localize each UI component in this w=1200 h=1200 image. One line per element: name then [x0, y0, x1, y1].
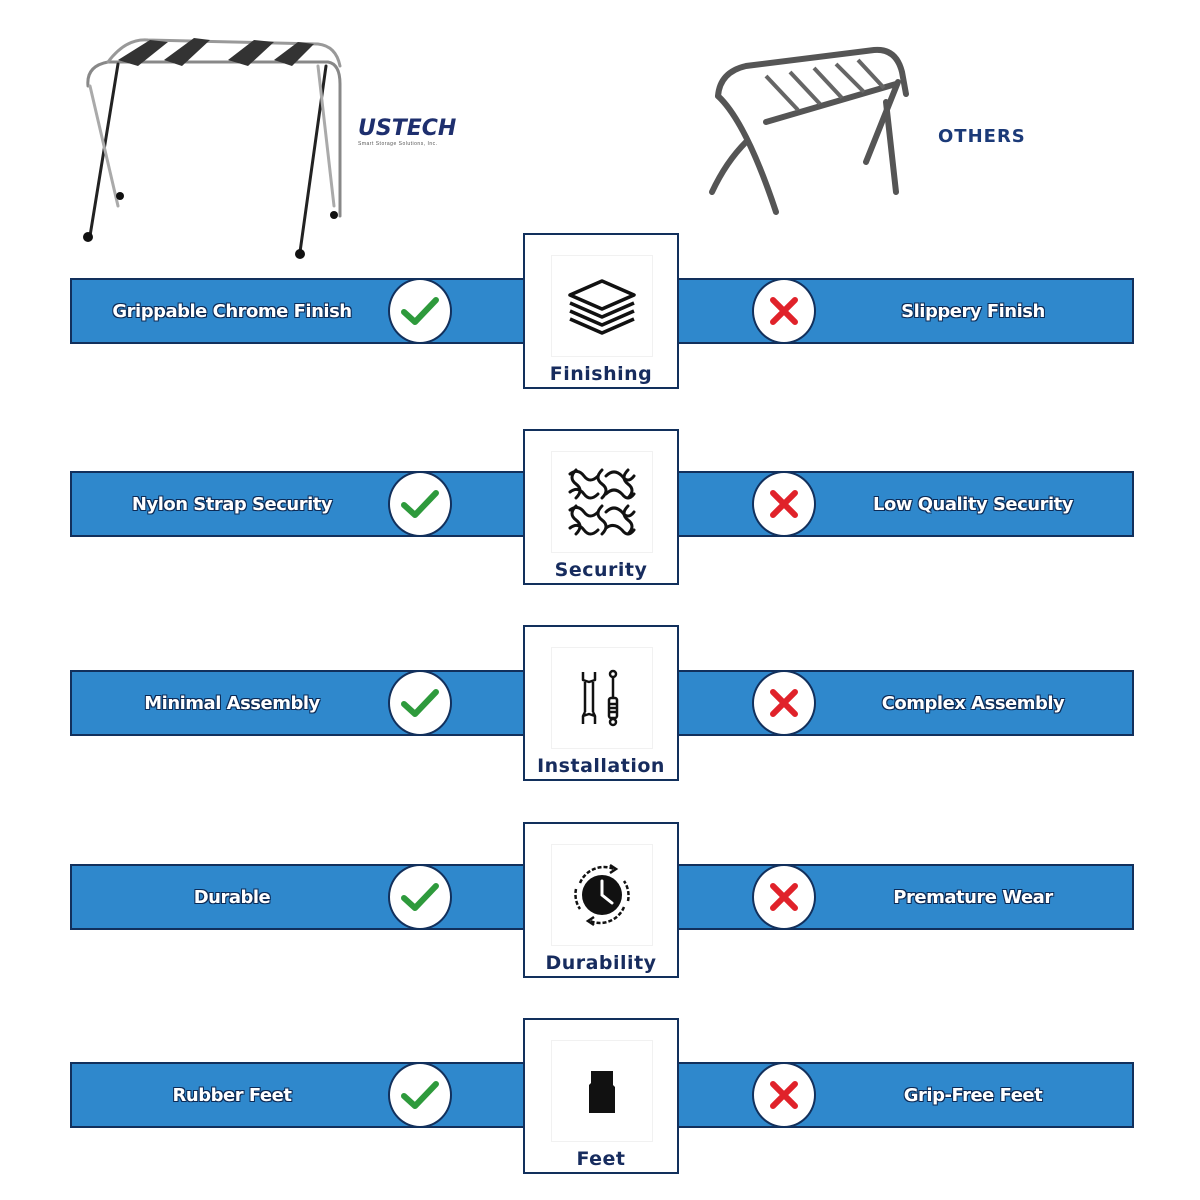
- check-badge: [388, 864, 452, 930]
- ustech-logo: [358, 118, 488, 147]
- ustech-feature-bar: [70, 670, 530, 736]
- check-icon: [400, 294, 440, 328]
- competitor-label: OTHERS: [938, 126, 1026, 147]
- ustech-feature-text: Rubber Feet: [172, 1084, 292, 1106]
- check-icon: [400, 1078, 440, 1112]
- others-feature-text: Slippery Finish: [901, 300, 1045, 322]
- category-label: Durability: [545, 952, 657, 974]
- others-feature-text: Low Quality Security: [873, 493, 1073, 515]
- cross-badge: [752, 471, 816, 537]
- others-luggage-rack-image: [706, 42, 918, 242]
- others-feature-text: Premature Wear: [893, 886, 1053, 908]
- ustech-feature-text: Grippable Chrome Finish: [112, 300, 352, 322]
- check-badge: [388, 278, 452, 344]
- others-feature-bar: [676, 278, 1134, 344]
- ustech-luggage-rack-image: [78, 26, 348, 262]
- category-card-security: [523, 429, 679, 585]
- cross-icon: [769, 688, 799, 718]
- category-card-installation: [523, 625, 679, 781]
- check-icon: [400, 880, 440, 914]
- ustech-feature-bar: [70, 471, 530, 537]
- brand-name: USTECH: [358, 116, 457, 141]
- cross-badge: [752, 864, 816, 930]
- category-card-durability: [523, 822, 679, 978]
- check-badge: [388, 670, 452, 736]
- category-card-feet: [523, 1018, 679, 1174]
- others-feature-bar: [676, 670, 1134, 736]
- woven-strap-icon: [564, 464, 640, 540]
- check-icon: [400, 686, 440, 720]
- others-feature-bar: [676, 471, 1134, 537]
- category-label: Feet: [576, 1148, 626, 1170]
- ustech-feature-text: Nylon Strap Security: [131, 493, 333, 515]
- check-icon: [400, 487, 440, 521]
- category-label: Security: [554, 559, 648, 581]
- wrench-screwdriver-icon: [577, 668, 627, 728]
- check-badge: [388, 1062, 452, 1128]
- others-feature-bar: [676, 1062, 1134, 1128]
- cross-icon: [769, 882, 799, 912]
- ustech-feature-bar: [70, 1062, 530, 1128]
- ustech-feature-text: Durable: [193, 886, 271, 908]
- check-badge: [388, 471, 452, 537]
- ustech-feature-bar: [70, 278, 530, 344]
- ustech-feature-text: Minimal Assembly: [144, 692, 320, 714]
- rubber-foot-icon: [587, 1067, 617, 1115]
- cross-badge: [752, 278, 816, 344]
- cross-icon: [769, 489, 799, 519]
- clock-cycle-icon: [568, 861, 636, 929]
- layers-icon: [566, 277, 638, 335]
- others-feature-bar: [676, 864, 1134, 930]
- cross-badge: [752, 1062, 816, 1128]
- brand-tagline: Smart Storage Solutions, Inc.: [358, 141, 438, 147]
- cross-badge: [752, 670, 816, 736]
- category-card-finishing: [523, 233, 679, 389]
- cross-icon: [769, 1080, 799, 1110]
- others-feature-text: Complex Assembly: [881, 692, 1065, 714]
- category-label: Finishing: [549, 363, 653, 385]
- cross-icon: [769, 296, 799, 326]
- others-feature-text: Grip-Free Feet: [903, 1084, 1043, 1106]
- ustech-feature-bar: [70, 864, 530, 930]
- category-label: Installation: [537, 755, 665, 777]
